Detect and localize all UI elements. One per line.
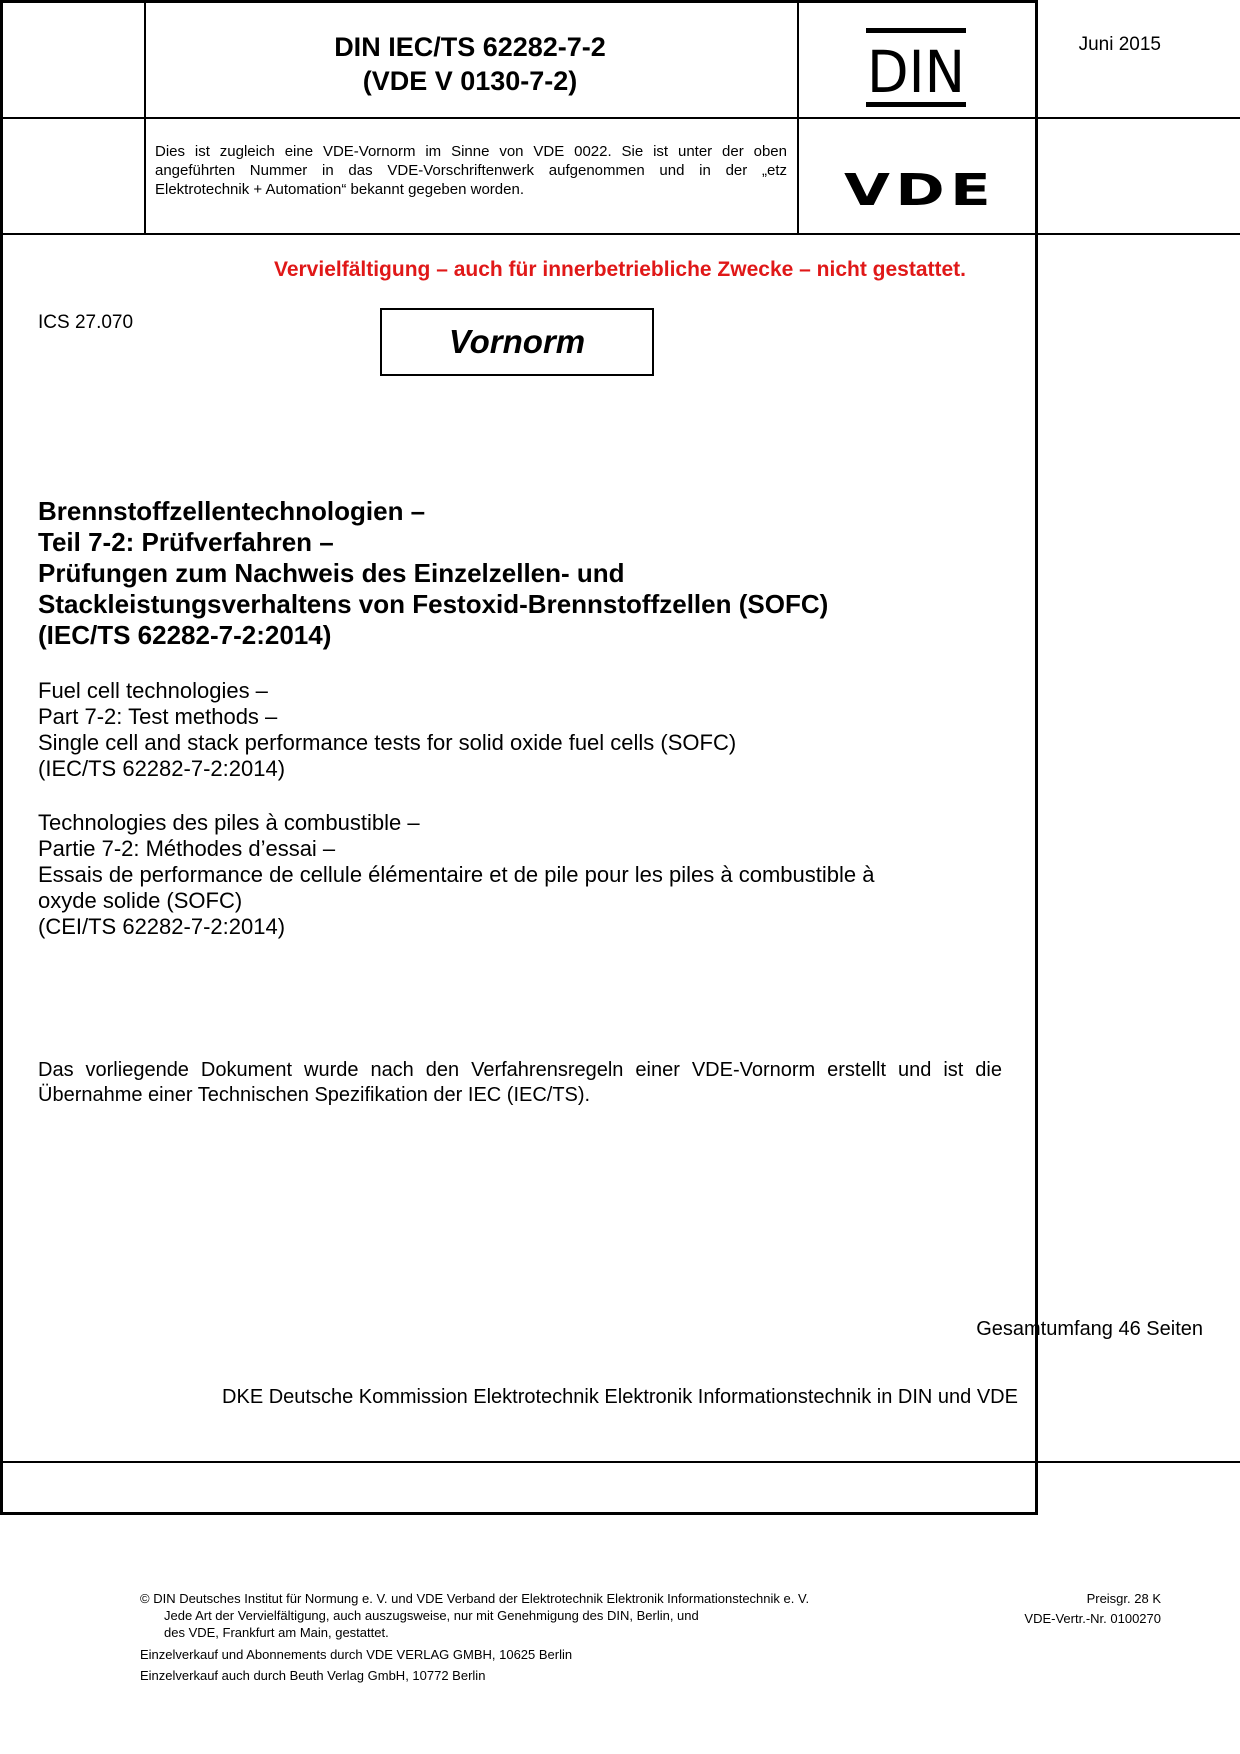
title-line: Brennstoffzellentechnologien – xyxy=(38,496,426,526)
sales-line: Einzelverkauf und Abonnements durch VDE VERLAG GMBH, 10625 Berlin xyxy=(140,1647,573,1662)
standard-number-din: DIN IEC/TS 62282-7-2 xyxy=(334,32,606,62)
distribution-number: VDE-Vertr.-Nr. 0100270 xyxy=(1024,1611,1161,1626)
sales-info xyxy=(140,1646,572,1684)
title-line: (IEC/TS 62282-7-2:2014) xyxy=(38,620,332,650)
ics-code: ICS 27.070 xyxy=(38,312,134,333)
document-type-box xyxy=(380,308,654,376)
title-german xyxy=(38,496,828,651)
copyright-notice xyxy=(140,1590,809,1641)
copyright-line: des VDE, Frankfurt am Main, gestattet. xyxy=(164,1625,389,1640)
document-type: Vornorm xyxy=(448,323,586,360)
title-line: Technologies des piles à combustible – xyxy=(38,810,420,835)
title-line: Essais de performance de cellule élémentaire et de pile pour les piles à combustible à xyxy=(38,862,875,887)
title-english xyxy=(38,678,736,782)
publication-date: Juni 2015 xyxy=(1078,34,1161,55)
sales-line: Einzelverkauf auch durch Beuth Verlag GmbH, 10772 Berlin xyxy=(140,1668,486,1683)
vde-prestandard-note: Dies ist zugleich eine VDE-Vornorm im Sinne von VDE 0022. Sie ist unter der oben angeführten Nummer in das VDE-Vorschriftenwerk aufgenommen und in der „etz Elektrotechnik + Automation“ bekannt gegeben worden. xyxy=(155,143,787,198)
divider xyxy=(0,117,1240,119)
divider xyxy=(797,0,799,233)
din-logo xyxy=(862,26,970,112)
dke-line: DKE Deutsche Kommission Elektrotechnik Elektronik Informationstechnik in DIN und VDE xyxy=(222,1386,1018,1408)
copyright-line: © DIN Deutsches Institut für Normung e. V. und VDE Verband der Elektrotechnik Elektronik Informationstechnik e. V. xyxy=(140,1591,810,1606)
title-line: Partie 7-2: Méthodes d’essai – xyxy=(38,836,336,861)
title-line: Single cell and stack performance tests for solid oxide fuel cells (SOFC) xyxy=(38,730,737,755)
vde-logo: VDE xyxy=(844,165,997,216)
standard-number-vde: (VDE V 0130-7-2) xyxy=(362,66,578,96)
title-line: Teil 7-2: Prüfverfahren – xyxy=(38,527,334,557)
title-line: (IEC/TS 62282-7-2:2014) xyxy=(38,756,286,781)
document-remark: Das vorliegende Dokument wurde nach den Verfahrensregeln einer VDE-Vornorm erstellt und ist die Übernahme einer Technischen Spezifikation der IEC (IEC/TS). xyxy=(38,1059,1002,1106)
title-line: Prüfungen zum Nachweis des Einzelzellen- und xyxy=(38,558,625,588)
reproduction-notice: Vervielfältigung – auch für innerbetriebliche Zwecke – nicht gestattet. xyxy=(273,258,966,281)
title-french xyxy=(38,810,874,940)
total-pages: Gesamtumfang 46 Seiten xyxy=(976,1318,1203,1340)
din-logo-text: DIN xyxy=(867,38,965,106)
divider xyxy=(0,233,1240,235)
title-line: oxyde solide (SOFC) xyxy=(38,888,243,913)
title-line: (CEI/TS 62282-7-2:2014) xyxy=(38,914,286,939)
price-info xyxy=(1024,1590,1161,1627)
title-line: Fuel cell technologies – xyxy=(38,678,268,703)
title-line: Stackleistungsverhaltens von Festoxid-Brennstoffzellen (SOFC) xyxy=(38,589,829,619)
standard-number xyxy=(145,30,795,98)
price-group: Preisgr. 28 K xyxy=(1086,1591,1161,1606)
title-line: Part 7-2: Test methods – xyxy=(38,704,278,729)
divider xyxy=(0,1461,1240,1463)
copyright-line: Jede Art der Vervielfältigung, auch auszugsweise, nur mit Genehmigung des DIN, Berlin, und xyxy=(164,1608,699,1623)
